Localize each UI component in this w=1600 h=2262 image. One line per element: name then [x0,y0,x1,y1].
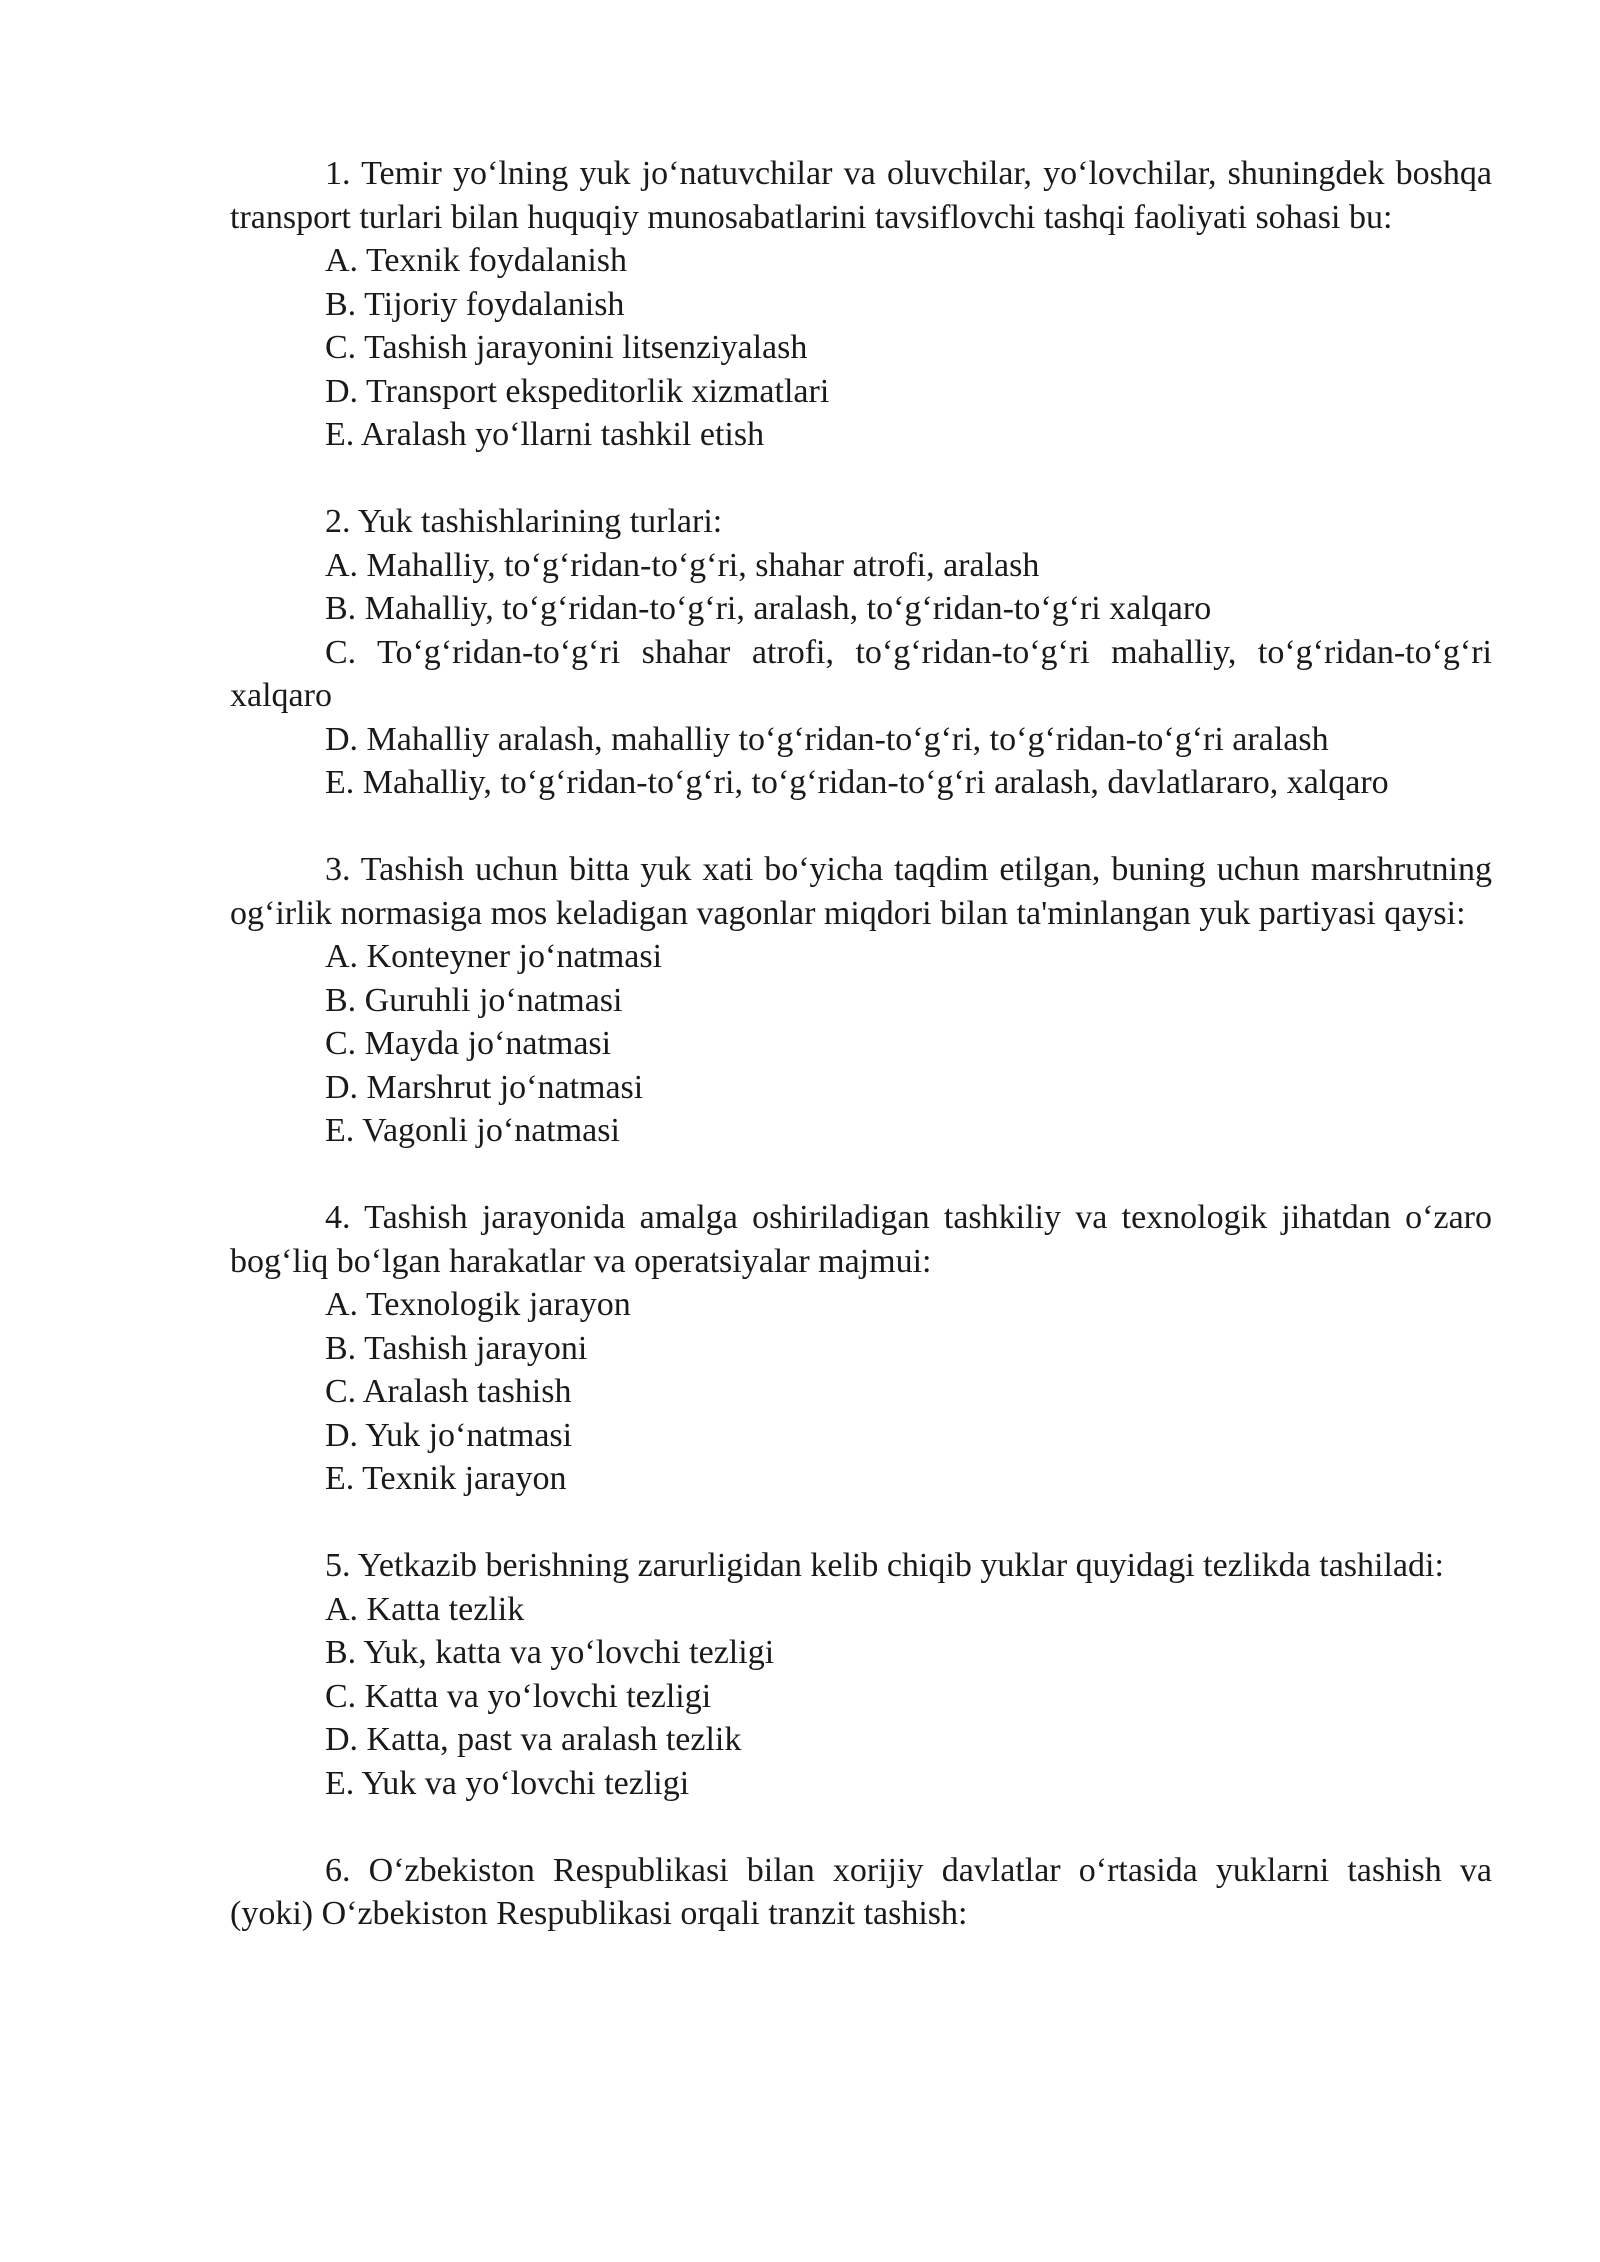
answer-option-c: C. To‘g‘ridan-to‘g‘ri shahar atrofi, to‘g‘ridan-to‘g‘ri mahalliy, to‘g‘ridan-to‘g‘ri xalqaro [230,633,1492,714]
question-6 [230,1849,1492,1936]
question-2 [230,500,1492,805]
answer-option-e: E. Yuk va yo‘lovchi tezligi [325,1764,690,1802]
answer-option-d: D. Marshrut jo‘natmasi [325,1068,644,1106]
answer-option-b: B. Tijoriy foydalanish [325,285,625,323]
answer-option-c: C. Katta va yo‘lovchi tezligi [325,1677,712,1715]
answer-option-e: E. Vagonli jo‘natmasi [325,1112,620,1149]
question-text: 6. O‘zbekiston Respublikasi bilan xorijiy davlatlar o‘rtasida yuklarni tashish va (yoki) O‘zbekiston Respublikasi orqali tranzit tashish: [230,1851,1492,1932]
answer-option-e: E. Aralash yo‘llarni tashkil etish [325,416,765,453]
answer-option-c: C. Mayda jo‘natmasi [325,1025,612,1062]
answer-option-c: C. Aralash tashish [325,1373,572,1410]
answer-option-e: E. Mahalliy, to‘g‘ridan-to‘g‘ri, to‘g‘ridan-to‘g‘ri aralash, davlatlararo, xalqaro [325,764,1389,801]
question-5 [230,1544,1492,1805]
answer-option-b: B. Mahalliy, to‘g‘ridan-to‘g‘ri, aralash, to‘g‘ridan-to‘g‘ri xalqaro [325,590,1212,627]
question-text: 4. Tashish jarayonida amalga oshiriladigan tashkiliy va texnologik jihatdan o‘zaro bog‘liq bo‘lgan harakatlar va operatsiyalar majmui: [230,1199,1492,1280]
question-text: 3. Tashish uchun bitta yuk xati bo‘yicha taqdim etilgan, buning uchun marshrutning og‘irlik normasiga mos keladigan vagonlar miqdori bilan ta'minlangan yuk partiyasi qaysi: [230,851,1492,932]
question-1 [230,152,1492,457]
question-text: 1. Temir yo‘lning yuk jo‘natuvchilar va oluvchilar, yo‘lovchilar, shuningdek boshqa transport turlari bilan huquqiy munosabatlarini tavsiflovchi tashqi faoliyati sohasi bu: [230,155,1492,236]
answer-option-d: D. Katta, past va aralash tezlik [325,1721,742,1758]
answer-option-d: D. Yuk jo‘natmasi [325,1416,573,1454]
answer-option-b: B. Guruhli jo‘natmasi [325,981,623,1019]
answer-option-d: D. Mahalliy aralash, mahalliy to‘g‘ridan-to‘g‘ri, to‘g‘ridan-to‘g‘ri aralash [325,720,1329,758]
document-page [230,152,1492,1979]
answer-option-c: C. Tashish jarayonini litsenziyalash [325,329,808,366]
question-text: 2. Yuk tashishlarining turlari: [325,503,723,540]
question-3 [230,848,1492,1153]
answer-option-a: A. Mahalliy, to‘g‘ridan-to‘g‘ri, shahar atrofi, aralash [325,546,1040,584]
answer-option-a: A. Texnologik jarayon [325,1286,631,1323]
answer-option-d: D. Transport ekspeditorlik xizmatlari [325,372,830,410]
answer-option-b: B. Tashish jarayoni [325,1329,588,1367]
answer-option-b: B. Yuk, katta va yo‘lovchi tezligi [325,1634,775,1671]
answer-option-e: E. Texnik jarayon [325,1460,567,1497]
answer-option-a: A. Konteyner jo‘natmasi [325,938,663,975]
answer-option-a: A. Katta tezlik [325,1590,525,1628]
question-text: 5. Yetkazib berishning zarurligidan kelib chiqib yuklar quyidagi tezlikda tashiladi: [325,1547,1444,1584]
answer-option-a: A. Texnik foydalanish [325,242,627,279]
question-4 [230,1196,1492,1501]
